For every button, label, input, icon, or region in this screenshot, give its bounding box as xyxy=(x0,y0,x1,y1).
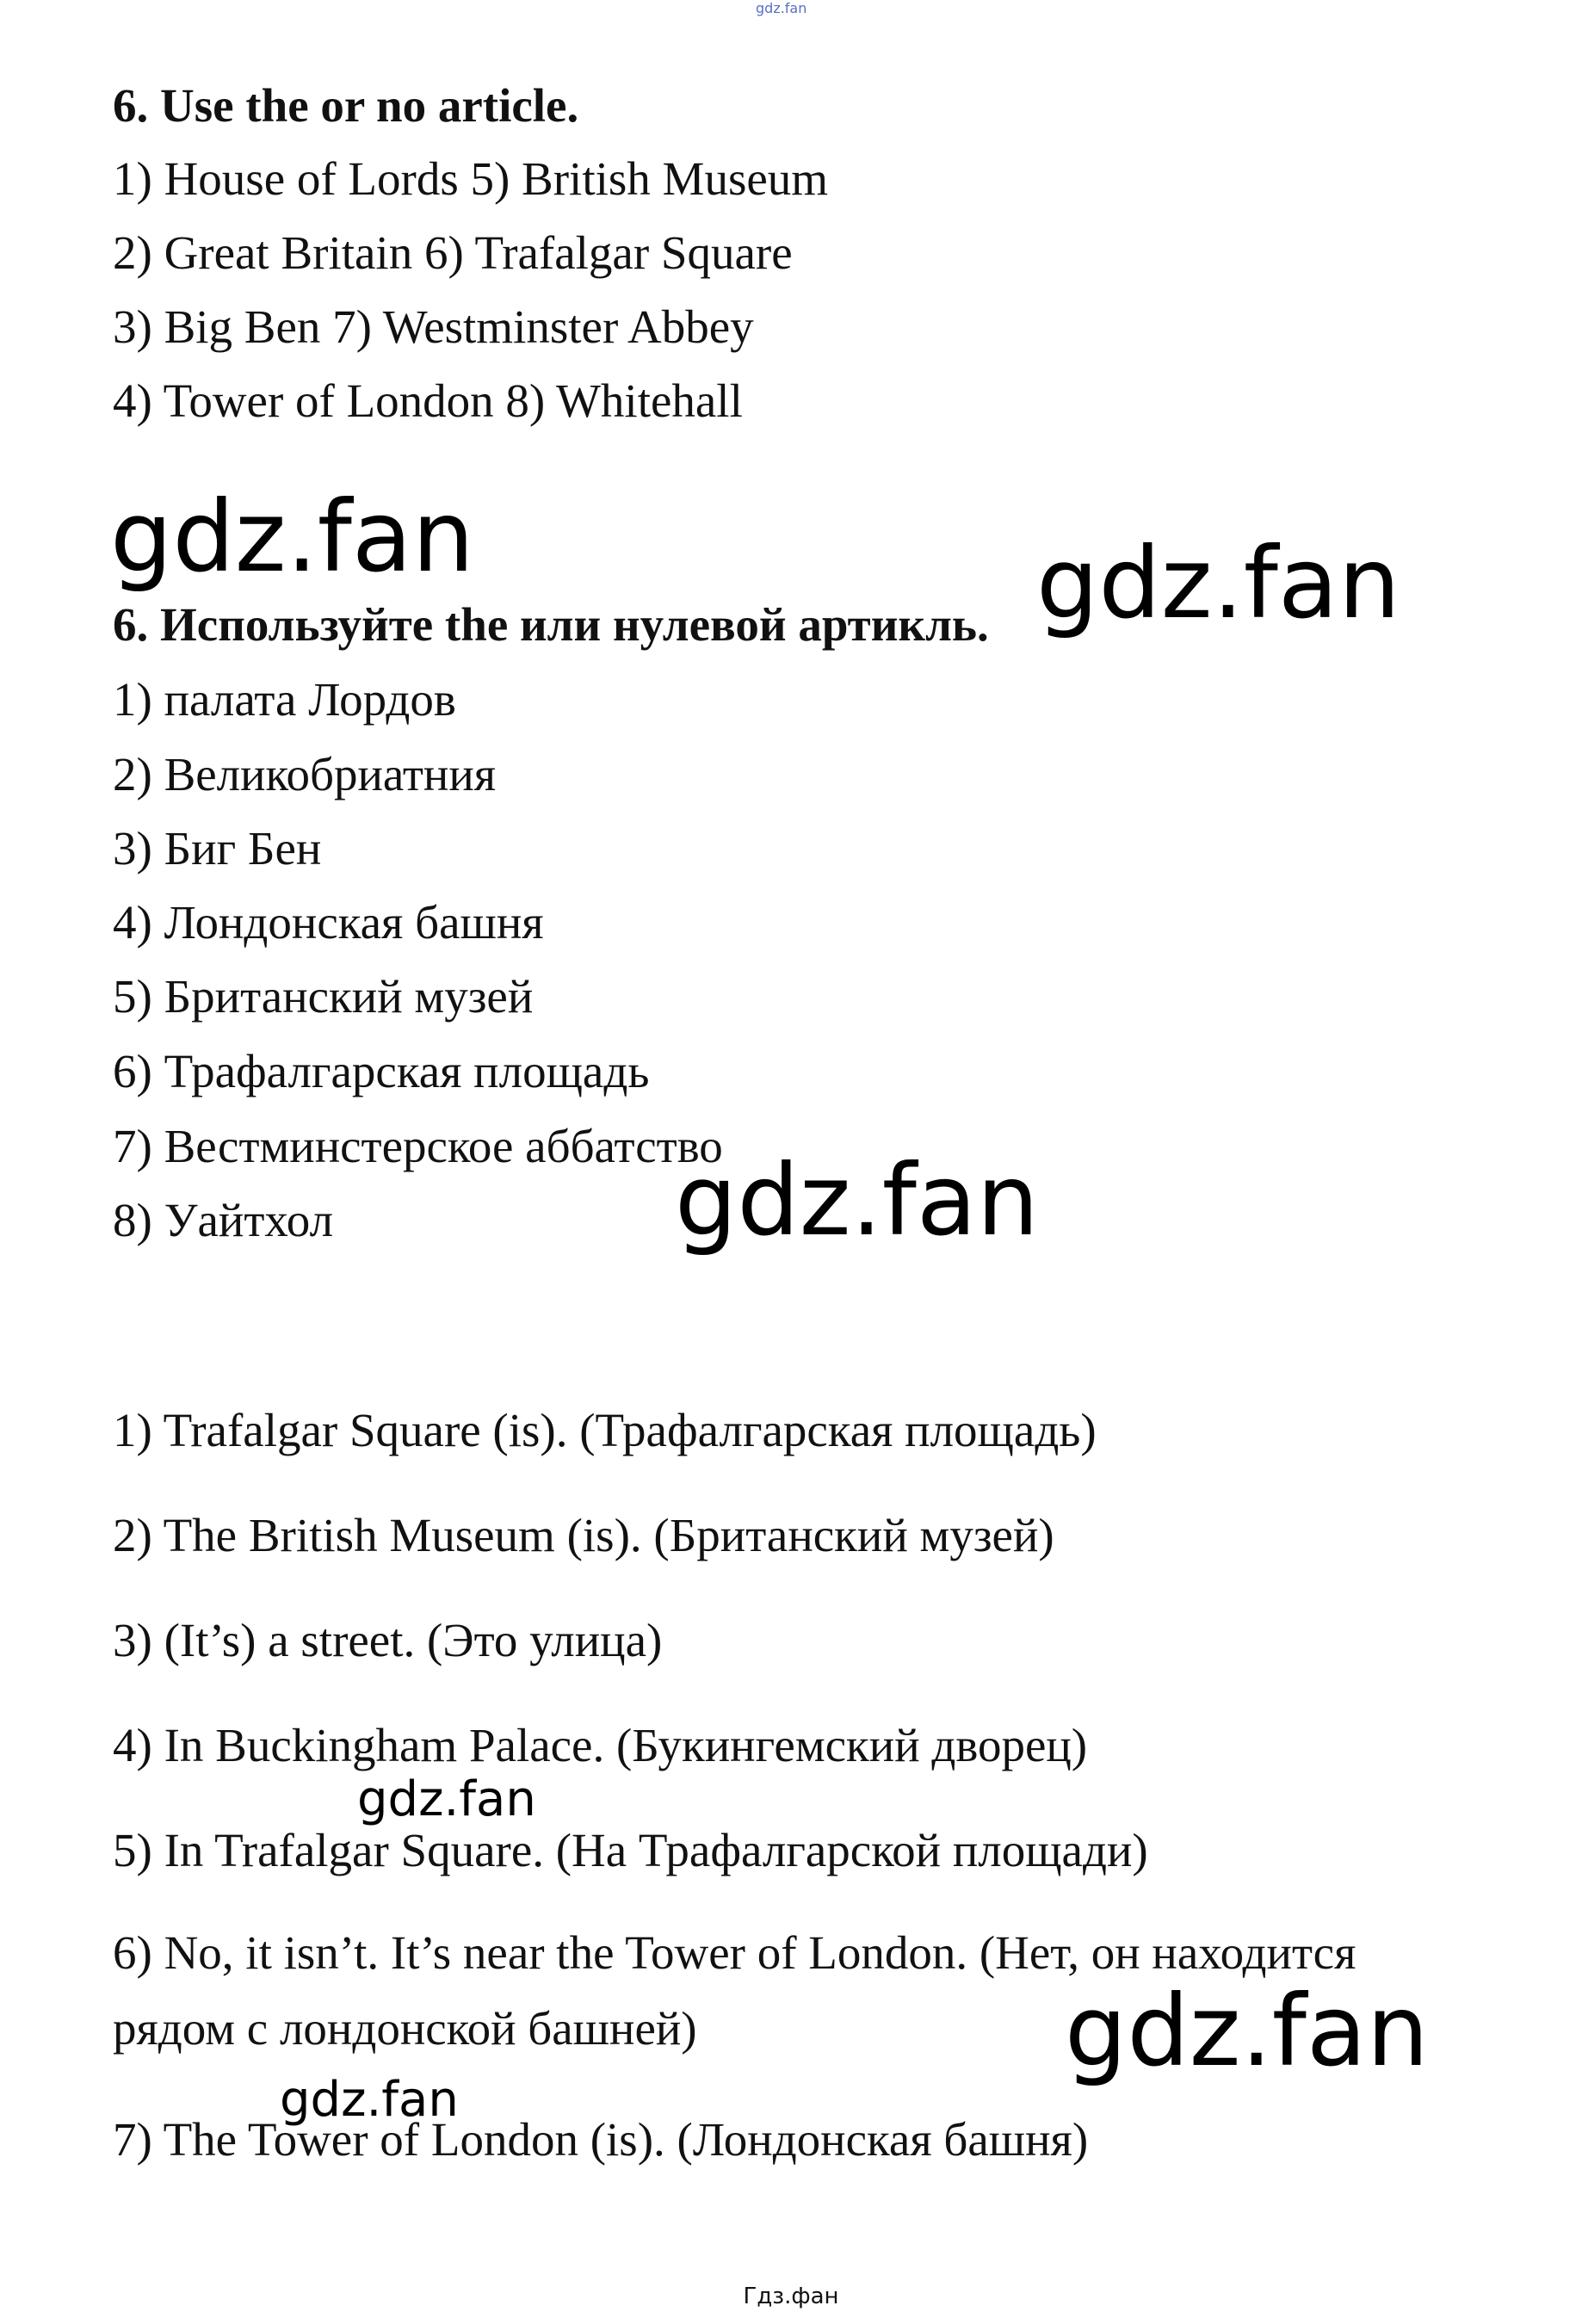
task-title-ru: 6. Используйте the или нулевой артикль. xyxy=(113,598,989,651)
answer-line: 2) The British Museum (is). (Британский музей) xyxy=(113,1509,1054,1561)
task-item-ru: 8) Уайтхол xyxy=(113,1194,334,1246)
task-item-ru: 6) Трафалгарская площадь xyxy=(113,1045,650,1097)
watermark: gdz.fan xyxy=(675,1143,1040,1258)
watermark: gdz.fan xyxy=(280,2072,459,2128)
task-item-ru: 4) Лондонская башня xyxy=(113,896,544,949)
task-item-ru: 7) Вестминстерское аббатство xyxy=(113,1120,723,1172)
watermark: gdz.fan xyxy=(357,1771,536,1827)
answer-line: 6) No, it isn’t. It’s near the Tower of London. (Нет, он находится рядом с лондонской башней) xyxy=(113,1926,1356,2055)
watermark: gdz.fan xyxy=(1036,526,1401,640)
answer-line: 1) Trafalgar Square (is). (Трафалгарская площадь) xyxy=(113,1404,1097,1456)
footer-label: Гдз.фан xyxy=(743,2284,839,2309)
answer-line: 7) The Tower of London (is). (Лондонская башня) xyxy=(113,2113,1089,2166)
watermark: gdz.fan xyxy=(1065,1974,1430,2088)
task-item-ru: 3) Биг Бен xyxy=(113,822,322,875)
answer-line: 4) In Buckingham Palace. (Букингемский дворец) xyxy=(113,1719,1088,1771)
task-item-ru: 1) палата Лордов xyxy=(113,673,456,726)
task-row-en: 3) Big Ben 7) Westminster Abbey xyxy=(113,300,754,353)
task-item-ru: 5) Британский музей xyxy=(113,970,534,1023)
task-row-en: 4) Tower of London 8) Whitehall xyxy=(113,374,743,427)
answer-line: 5) In Trafalgar Square. (На Трафалгарской площади) xyxy=(113,1824,1148,1876)
task-title-en: 6. Use the or no article. xyxy=(113,79,579,132)
task-row-en: 2) Great Britain 6) Trafalgar Square xyxy=(113,226,793,279)
header-watermark: gdz.fan xyxy=(756,0,807,16)
task-item-ru: 2) Великобриатния xyxy=(113,748,497,800)
answer-line: 3) (It’s) a street. (Это улица) xyxy=(113,1614,663,1666)
watermark: gdz.fan xyxy=(110,479,475,594)
task-row-en: 1) House of Lords 5) British Museum xyxy=(113,152,829,205)
